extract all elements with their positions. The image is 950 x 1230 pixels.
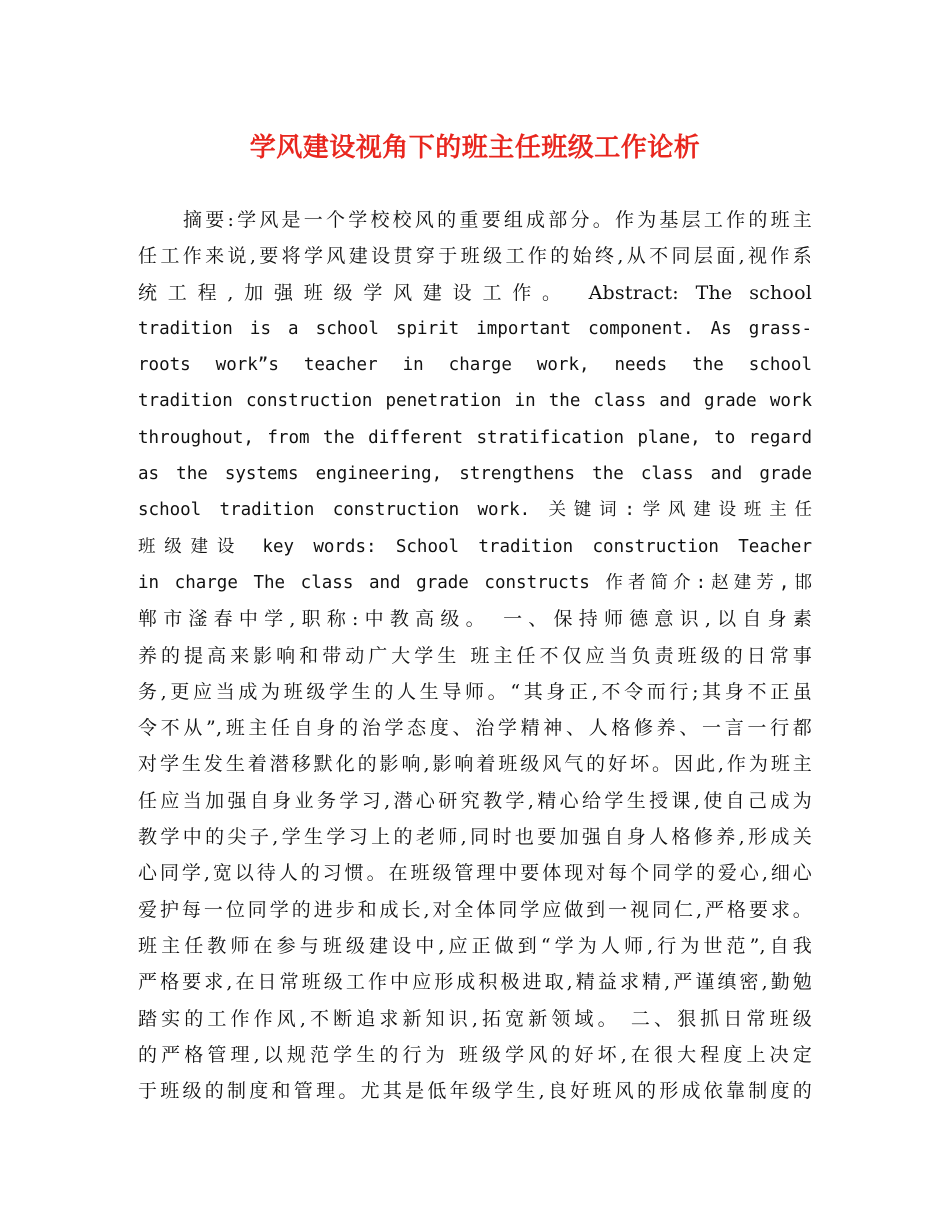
- body-line: 郸市滏春中学,职称:中教高级。 一、保持师德意识,以自身素: [138, 608, 812, 631]
- body-line: 统工程,加强班级学风建设工作。 Abstract: The school: [138, 281, 812, 304]
- body-line: roots work”s teacher in charge work, needs the school: [138, 355, 812, 376]
- body-line: 心同学,宽以待人的习惯。在班级管理中要体现对每个同学的爱心,细心: [138, 862, 812, 885]
- body-line: in charge The class and grade constructs 作者简介:赵建芳,邯: [138, 572, 812, 593]
- body-line: 班级建设 key words: School tradition construction Teacher: [138, 536, 812, 557]
- body-line: as the systems engineering, strengthens the class and grade: [138, 464, 812, 485]
- body-line: 爱护每一位同学的进步和成长,对全体同学应做到一视同仁,严格要求。: [138, 898, 812, 921]
- document-body: [138, 202, 812, 1109]
- body-line: 班主任教师在参与班级建设中,应正做到“学为人师,行为世范”,自我: [138, 934, 812, 957]
- body-line: throughout, from the different stratification plane, to regard: [138, 427, 812, 448]
- body-line: 养的提高来影响和带动广大学生 班主任不仅应当负责班级的日常事: [138, 644, 812, 667]
- body-line: 严格要求,在日常班级工作中应形成积极进取,精益求精,严谨缜密,勤勉: [138, 971, 812, 994]
- body-line: 令不从”,班主任自身的治学态度、治学精神、人格修养、一言一行都: [138, 717, 812, 740]
- body-line: tradition is a school spirit important component. As grass-: [138, 318, 812, 339]
- body-line: school tradition construction work. 关键词:学风建设班主任: [138, 500, 812, 521]
- body-line: 踏实的工作作风,不断追求新知识,拓宽新领域。 二、狠抓日常班级: [138, 1007, 812, 1030]
- body-line: 于班级的制度和管理。尤其是低年级学生,良好班风的形成依靠制度的: [138, 1080, 812, 1103]
- body-line: 对学生发生着潜移默化的影响,影响着班级风气的好坏。因此,作为班主: [138, 753, 812, 776]
- body-line: 务,更应当成为班级学生的人生导师。“其身正,不令而行;其身不正虽: [138, 680, 812, 703]
- body-line: 摘要:学风是一个学校校风的重要组成部分。作为基层工作的班主: [183, 209, 812, 231]
- document-title: 学风建设视角下的班主任班级工作论析: [249, 133, 701, 163]
- body-line: tradition construction penetration in the class and grade work: [138, 391, 812, 412]
- body-line: 任工作来说,要将学风建设贯穿于班级工作的始终,从不同层面,视作系: [138, 245, 812, 268]
- body-line: 的严格管理,以规范学生的行为 班级学风的好坏,在很大程度上决定: [138, 1043, 812, 1066]
- body-line: 教学中的尖子,学生学习上的老师,同时也要加强自身人格修养,形成关: [138, 826, 812, 849]
- body-line: 任应当加强自身业务学习,潜心研究教学,精心给学生授课,使自己成为: [138, 789, 812, 812]
